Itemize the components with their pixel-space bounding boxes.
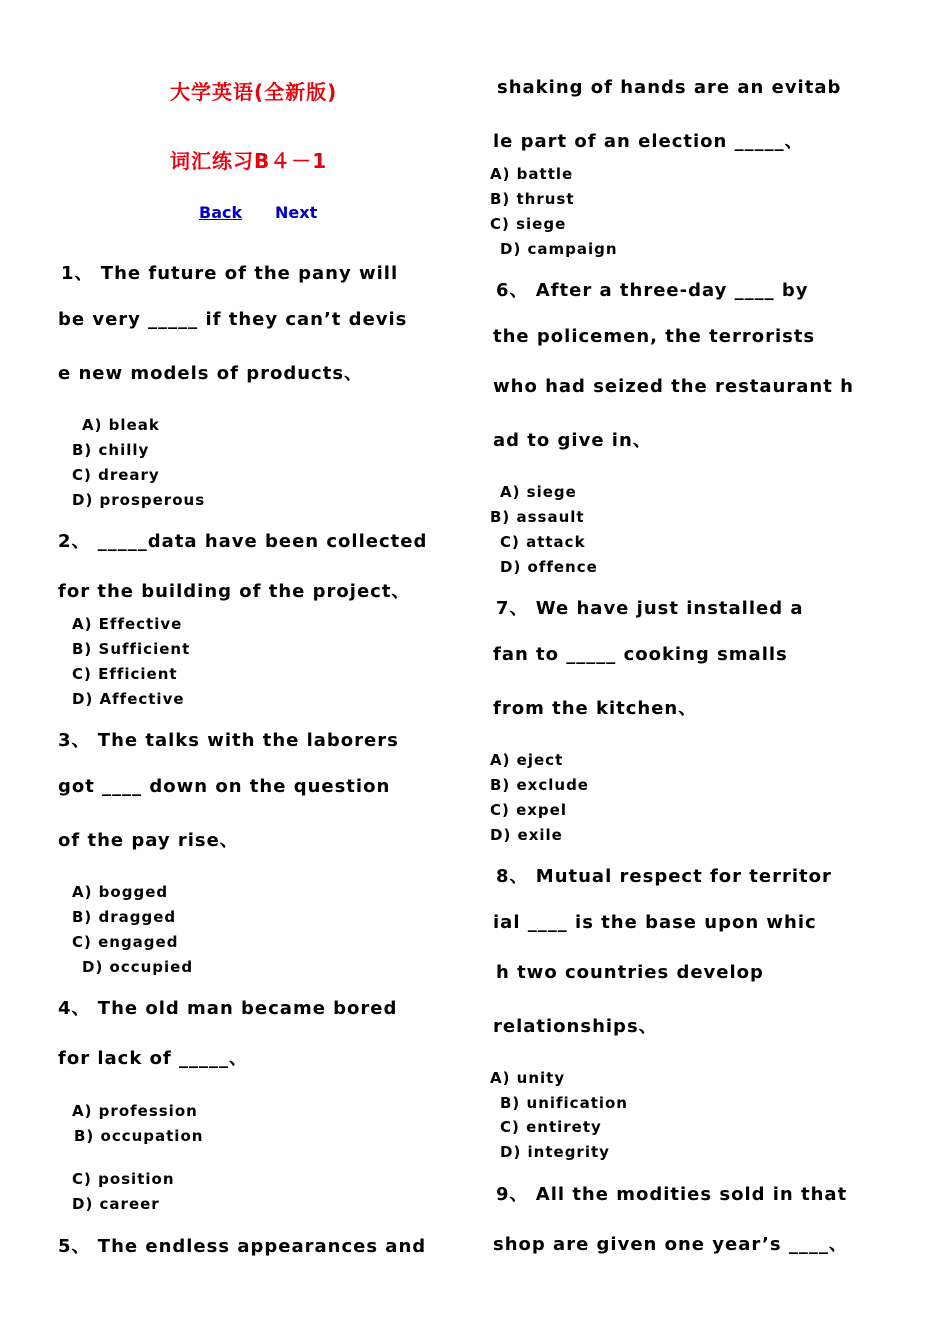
question-5-option-b[interactable]: B) thrust <box>490 190 575 208</box>
question-5-option-d[interactable]: D) campaign <box>500 240 618 258</box>
question-7-line-3: from the kitchen、 <box>493 698 698 719</box>
question-9-line-2: shop are given one year’s ____、 <box>493 1234 848 1255</box>
question-8-option-a[interactable]: A) unity <box>490 1069 566 1087</box>
question-7-option-c[interactable]: C) expel <box>490 801 567 819</box>
question-3-option-c[interactable]: C) engaged <box>72 933 179 951</box>
question-8-line-1: 8、 Mutual respect for territor <box>496 866 832 887</box>
question-7-line-2: fan to _____ cooking smalls <box>493 644 788 665</box>
question-8-option-c[interactable]: C) entirety <box>500 1118 602 1136</box>
question-5-option-c[interactable]: C) siege <box>490 215 567 233</box>
question-6-line-1: 6、 After a three-day ____ by <box>496 280 809 301</box>
question-1-option-b[interactable]: B) chilly <box>72 441 150 459</box>
question-1-option-a[interactable]: A) bleak <box>82 416 160 434</box>
question-7-option-a[interactable]: A) eject <box>490 751 564 769</box>
question-6-option-a[interactable]: A) siege <box>500 483 577 501</box>
question-6-line-2: the policemen, the terrorists <box>493 326 816 347</box>
question-6-line-3: who had seized the restaurant h <box>493 376 854 397</box>
question-1-option-c[interactable]: C) dreary <box>72 466 160 484</box>
question-9-line-1: 9、 All the modities sold in that <box>496 1184 848 1205</box>
question-8-option-d[interactable]: D) integrity <box>500 1143 610 1161</box>
question-8-line-3: h two countries develop <box>496 962 764 983</box>
question-8-option-b[interactable]: B) unification <box>500 1094 628 1112</box>
question-7-option-d[interactable]: D) exile <box>490 826 563 844</box>
question-7-line-1: 7、 We have just installed a <box>496 598 804 619</box>
question-4-option-c[interactable]: C) position <box>72 1170 175 1188</box>
question-2-option-c[interactable]: C) Efficient <box>72 665 178 683</box>
question-8-line-4: relationships、 <box>493 1016 658 1037</box>
question-6-line-4: ad to give in、 <box>493 430 652 451</box>
question-1-line-1: 1、 The future of the pany will <box>61 263 399 284</box>
back-link[interactable]: Back <box>199 203 243 222</box>
question-3-option-d[interactable]: D) occupied <box>82 958 194 976</box>
question-3-line-3: of the pay rise、 <box>58 830 239 851</box>
question-5-line-2: shaking of hands are an evitab <box>497 77 842 98</box>
question-2-line-1: 2、 _____data have been collected <box>58 531 428 552</box>
question-3-option-b[interactable]: B) dragged <box>72 908 177 926</box>
question-5-option-a[interactable]: A) battle <box>490 165 574 183</box>
question-1-line-2: be very _____ if they can’t devis <box>58 309 408 330</box>
question-4-option-a[interactable]: A) profession <box>72 1102 198 1120</box>
question-4-line-2: for lack of _____、 <box>58 1048 249 1069</box>
question-3-line-1: 3、 The talks with the laborers <box>58 730 399 751</box>
question-6-option-b[interactable]: B) assault <box>490 508 585 526</box>
question-7-option-b[interactable]: B) exclude <box>490 776 589 794</box>
question-2-line-2: for the building of the project、 <box>58 581 411 602</box>
page-title: 大学英语(全新版) <box>170 80 338 104</box>
question-5-line-1: 5、 The endless appearances and <box>58 1236 427 1257</box>
question-2-option-a[interactable]: A) Effective <box>72 615 183 633</box>
question-4-option-b[interactable]: B) occupation <box>74 1127 204 1145</box>
question-2-option-d[interactable]: D) Affective <box>72 690 185 708</box>
question-5-line-3: le part of an election _____、 <box>493 131 804 152</box>
question-1-option-d[interactable]: D) prosperous <box>72 491 206 509</box>
question-3-option-a[interactable]: A) bogged <box>72 883 169 901</box>
next-link[interactable]: Next <box>275 203 318 222</box>
question-3-line-2: got ____ down on the question <box>58 776 391 797</box>
question-8-line-2: ial ____ is the base upon whic <box>493 912 817 933</box>
page-subtitle: 词汇练习B４－1 <box>170 149 328 173</box>
question-6-option-d[interactable]: D) offence <box>500 558 598 576</box>
question-6-option-c[interactable]: C) attack <box>500 533 586 551</box>
question-1-line-3: e new models of products、 <box>58 363 364 384</box>
question-2-option-b[interactable]: B) Sufficient <box>72 640 191 658</box>
question-4-option-d[interactable]: D) career <box>72 1195 160 1213</box>
question-4-line-1: 4、 The old man became bored <box>58 998 398 1019</box>
